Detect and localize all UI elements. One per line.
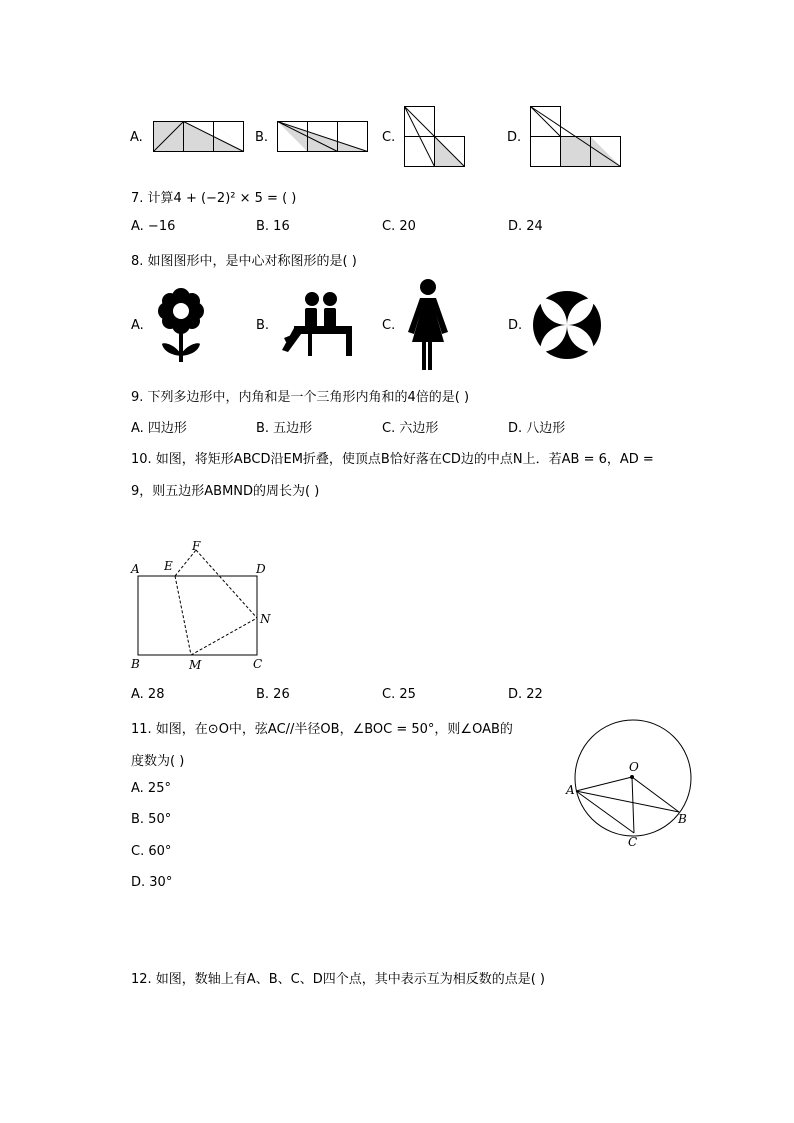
q7-option-a: A. −16 bbox=[131, 219, 176, 234]
q11-option-c: C. 60° bbox=[131, 844, 172, 859]
q10-label-d: D bbox=[256, 562, 266, 576]
q11-circle-figure bbox=[560, 712, 700, 852]
q7-option-b: B. 16 bbox=[256, 219, 290, 234]
woman-icon bbox=[406, 278, 450, 372]
q7-option-c: C. 20 bbox=[382, 219, 416, 234]
four-petal-circle-icon bbox=[532, 290, 602, 360]
q10-label-n: N bbox=[260, 612, 271, 626]
q11-label-a: A bbox=[566, 783, 575, 797]
q9-option-c: C. 六边形 bbox=[382, 421, 439, 436]
flower-icon bbox=[154, 288, 208, 364]
q6-option-a-label: A. bbox=[130, 130, 143, 145]
q11-stem-line1: 11. 如图，在⊙O中，弦AC//半径OB，∠BOC = 50°，则∠OAB的 bbox=[131, 722, 513, 737]
q7-stem: 7. 计算4 + (−2)² × 5 = ( ) bbox=[131, 191, 297, 206]
q8-option-c-label: C. bbox=[382, 318, 396, 333]
q11-label-b: B bbox=[678, 812, 687, 826]
q10-option-c: C. 25 bbox=[382, 687, 416, 702]
q10-label-m: M bbox=[189, 658, 202, 672]
q10-label-b: B bbox=[131, 657, 140, 671]
q12-stem: 12. 如图，数轴上有A、B、C、D四个点，其中表示互为相反数的点是( ) bbox=[131, 972, 545, 987]
q10-label-e: E bbox=[164, 559, 173, 573]
q6-option-c-label: C. bbox=[382, 130, 396, 145]
q10-stem-line1: 10. 如图，将矩形ABCD沿EM折叠，使顶点B恰好落在CD边的中点N上．若AB = 6，AD = bbox=[131, 452, 654, 467]
q11-option-a: A. 25° bbox=[131, 781, 171, 796]
q6-option-d-figure bbox=[530, 106, 622, 168]
q10-label-c: C bbox=[253, 657, 263, 671]
q11-option-d: D. 30° bbox=[131, 875, 173, 890]
q6-option-d-label: D. bbox=[507, 130, 522, 145]
q10-option-a: A. 28 bbox=[131, 687, 165, 702]
q11-option-b: B. 50° bbox=[131, 812, 172, 827]
q10-stem-line2: 9，则五边形ABMND的周长为( ) bbox=[131, 484, 320, 499]
q11-label-o: O bbox=[629, 760, 639, 774]
two-seated-people-icon bbox=[280, 290, 356, 358]
q10-label-a: A bbox=[131, 562, 140, 576]
q6-option-c-figure bbox=[404, 106, 466, 168]
q6-option-b-label: B. bbox=[255, 130, 269, 145]
q6-option-a-figure bbox=[153, 121, 245, 153]
q8-stem: 8. 如图图形中，是中心对称图形的是( ) bbox=[131, 254, 357, 269]
q8-option-b-label: B. bbox=[256, 318, 270, 333]
q9-option-a: A. 四边形 bbox=[131, 421, 187, 436]
q11-label-c: C bbox=[628, 835, 638, 849]
q8-option-a-label: A. bbox=[131, 318, 144, 333]
q9-option-b: B. 五边形 bbox=[256, 421, 313, 436]
q10-option-d: D. 22 bbox=[508, 687, 543, 702]
q7-option-d: D. 24 bbox=[508, 219, 543, 234]
q10-option-b: B. 26 bbox=[256, 687, 290, 702]
q8-option-d-label: D. bbox=[508, 318, 523, 333]
q9-stem: 9. 下列多边形中，内角和是一个三角形内角和的4倍的是( ) bbox=[131, 390, 470, 405]
q10-label-f: F bbox=[192, 539, 201, 553]
q10-fold-figure bbox=[128, 540, 278, 675]
q9-option-d: D. 八边形 bbox=[508, 421, 566, 436]
q6-option-b-figure bbox=[277, 121, 369, 153]
q11-stem-line2: 度数为( ) bbox=[131, 754, 185, 769]
